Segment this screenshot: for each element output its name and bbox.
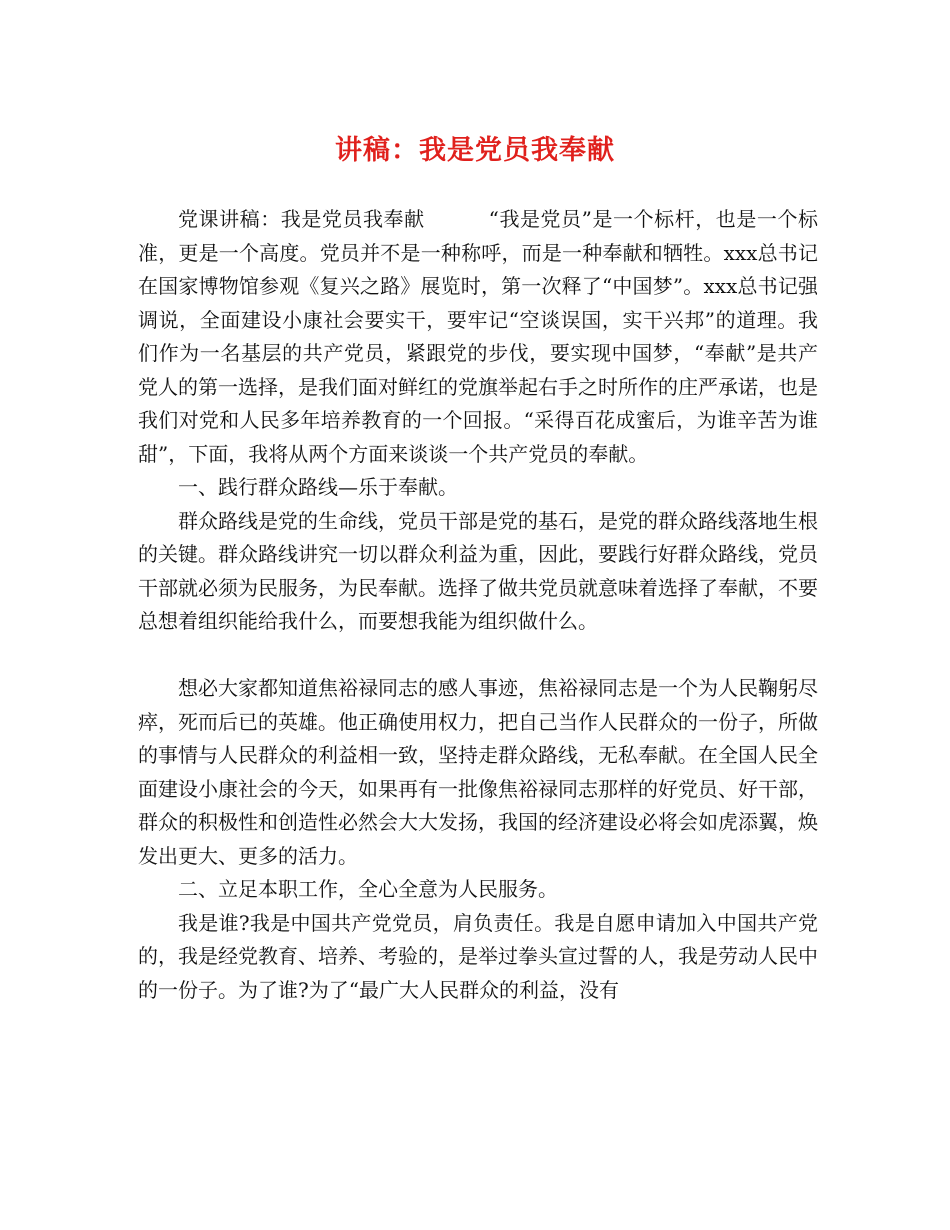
paragraph-jiao-yulu: 想必大家都知道焦裕禄同志的感人事迹，焦裕禄同志是一个为人民鞠躬尽瘁，死而后已的英雄。他正确使用权力，把自己当作人民群众的一份子，所做的事情与人民群众的利益相一致，坚持走群众路线，无私奉献。在全国人民全面建设小康社会的今天，如果再有一批像焦裕禄同志那样的好党员、好干部，群众的积极性和创造性必然会大大发扬，我国的经济建设必将会如虎添翼，焕发出更大、更多的活力。 — [138, 676, 818, 868]
paragraph-mass-line: 群众路线是党的生命线，党员干部是党的基石，是党的群众路线落地生根的关键。群众路线讲究一切以群众利益为重，因此，要践行好群众路线，党员干部就必须为民服务，为民奉献。选择了做共党员就意味着选择了奉献，不要总想着组织能给我什么，而要想我能为组织做什么。 — [138, 508, 818, 633]
intro-lead: 党课讲稿：我是党员我奉献 — [178, 207, 425, 231]
section-heading-1: 一、践行群众路线—乐于奉献。 — [178, 475, 458, 499]
document-title: 讲稿：我是党员我奉献 — [335, 135, 615, 166]
intro-paragraph — [138, 203, 818, 471]
section-heading-2: 二、立足本职工作，全心全意为人民服务。 — [178, 877, 558, 901]
document-body — [138, 203, 818, 1007]
paragraph-who-am-i: 我是谁?我是中国共产党党员，肩负责任。我是自愿申请加入中国共产党的，我是经党教育、培养、考验的，是举过拳头宣过誓的人，我是劳动人民中的一份子。为了谁?为了“最广大人民群众的利益，没有 — [138, 910, 818, 1002]
intro-text: “我是党员”是一个标杆，也是一个标准，更是一个高度。党员并不是一种称呼，而是一种奉献和牺牲。xxx总书记在国家博物馆参观《复兴之路》展览时，第一次释了“中国梦”。xxx总书记强调说，全面建设小康社会要实干，要牢记“空谈误国，实干兴邦”的道理。我们作为一名基层的共产党员，紧跟党的步伐，要实现中国梦，“奉献”是共产党人的第一选择，是我们面对鲜红的党旗举起右手之时所作的庄严承诺，也是我们对党和人民多年培养教育的一个回报。“采得百花成蜜后，为谁辛苦为谁甜”，下面，我将从两个方面来谈谈一个共产党员的奉献。 — [138, 207, 819, 466]
